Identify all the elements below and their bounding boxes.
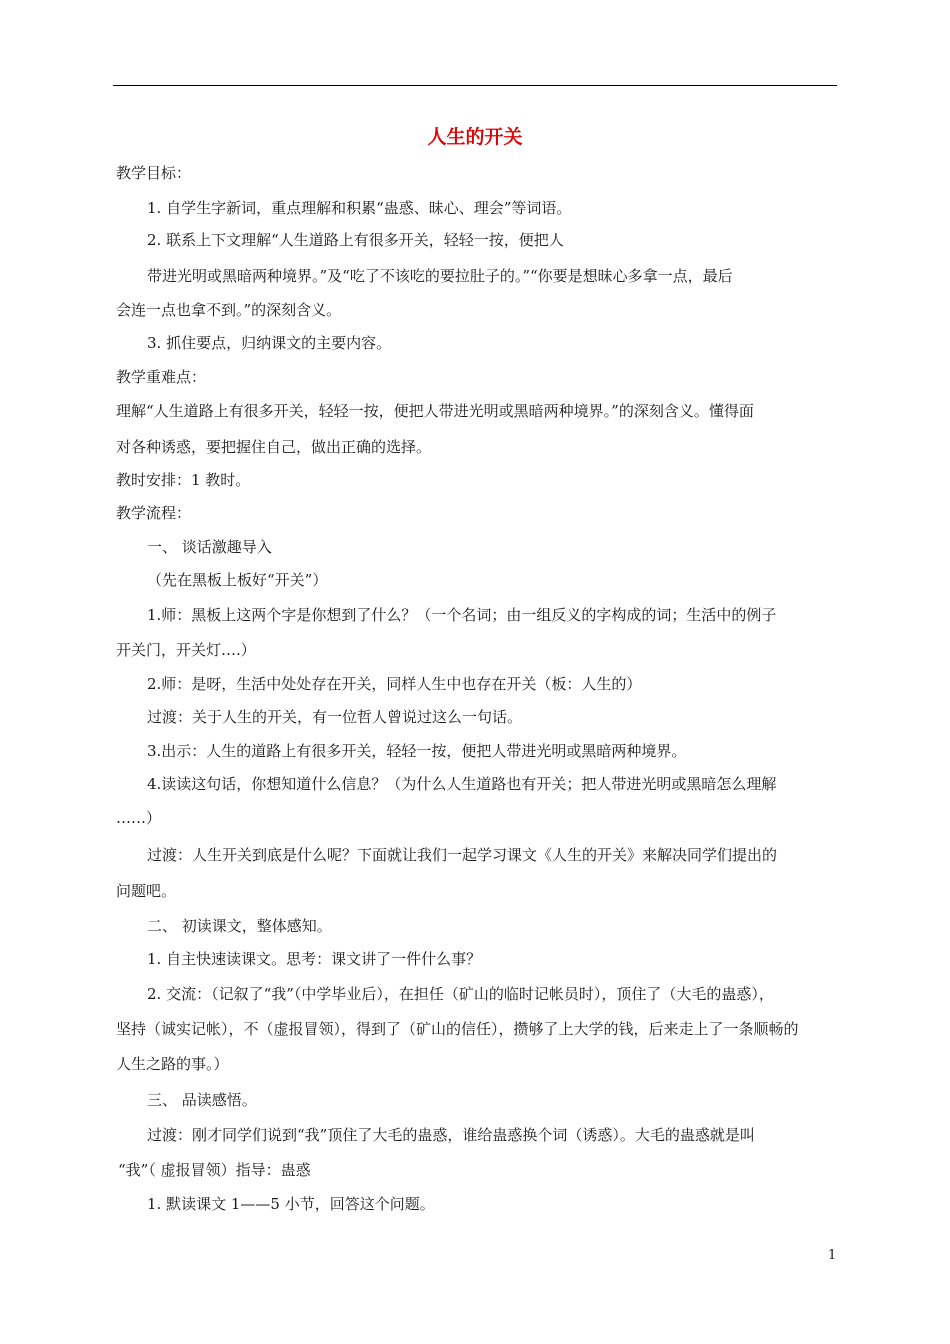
paragraph-line: 过渡：刚才同学们说到“我”顶住了大毛的蛊惑，谁给蛊惑换个词（诱惑）。大毛的蛊惑就是叫 (147, 1126, 755, 1144)
paragraph-line: 3. 抓住要点，归纳课文的主要内容。 (147, 334, 392, 352)
paragraph-line: （先在黑板上板好“开关”） (147, 571, 328, 589)
paragraph-line: 开关门，开关灯….） (116, 641, 256, 659)
header-rule (113, 85, 837, 86)
subsection-heading: 三、 品读感悟。 (147, 1091, 257, 1109)
paragraph-line: 1. 默读课文 1——5 小节，回答这个问题。 (147, 1195, 435, 1213)
paragraph-line: 对各种诱惑，要把握住自己，做出正确的选择。 (116, 438, 432, 456)
paragraph-line: 坚持（诚实记帐），不（虚报冒领），得到了（矿山的信任），攒够了上大学的钱，后来走上了一条顺畅的 (116, 1020, 799, 1038)
paragraph-line: 1.师：黑板上这两个字是你想到了什么？（一个名词；由一组反义的字构成的词；生活中的例子 (147, 606, 777, 624)
paragraph-line: 理解“人生道路上有很多开关，轻轻一按，便把人带进光明或黑暗两种境界。”的深刻含义。懂得面 (116, 402, 754, 420)
section-heading-key-points: 教学重难点： (116, 368, 207, 386)
section-heading-objectives: 教学目标： (116, 164, 192, 182)
paragraph-line: 3.出示：人生的道路上有很多开关，轻轻一按，便把人带进光明或黑暗两种境界。 (147, 742, 687, 760)
page-number: 1 (828, 1248, 837, 1263)
paragraph-line: 会连一点也拿不到。”的深刻含义。 (116, 301, 342, 319)
paragraph-line: 问题吧。 (116, 882, 177, 900)
section-heading-process: 教学流程： (116, 504, 192, 522)
paragraph-line: 2.师：是呀，生活中处处存在开关，同样人生中也存在开关（板：人生的） (147, 675, 642, 693)
paragraph-line: 带进光明或黑暗两种境界。”及“吃了不该吃的要拉肚子的。”“你要是想昧心多拿一点，最后 (147, 267, 733, 285)
paragraph-line: 4.读读这句话，你想知道什么信息？（为什么人生道路也有开关；把人带进光明或黑暗怎么理解 (147, 775, 777, 793)
paragraph-line: 过渡：关于人生的开关，有一位哲人曾说过这么一句话。 (147, 708, 523, 726)
paragraph-line: 过渡：人生开关到底是什么呢？下面就让我们一起学习课文《人生的开关》来解决同学们提出的 (147, 846, 778, 864)
document-title: 人生的开关 (427, 126, 523, 148)
paragraph-line: 2. 交流：（记叙了“我”（中学毕业后），在担任（矿山的临时记帐员时），顶住了（大毛的蛊惑）， (147, 985, 774, 1003)
paragraph-line: 人生之路的事。） (116, 1055, 229, 1073)
subsection-heading: 二、 初读课文，整体感知。 (147, 917, 332, 935)
paragraph-line: 1. 自学生字新词，重点理解和积累“蛊惑、昧心、理会”等词语。 (147, 199, 572, 217)
paragraph-line: 1. 自主快速读课文。思考：课文讲了一件什么事？ (147, 950, 482, 968)
paragraph-line: ……） (116, 809, 162, 827)
paragraph-line: “我”（ 虚报冒领）指导：蛊惑 (118, 1161, 311, 1179)
section-heading-schedule: 教时安排：1 教时。 (116, 471, 251, 489)
paragraph-line: 2. 联系上下文理解“人生道路上有很多开关，轻轻一按，便把人 (147, 231, 564, 249)
subsection-heading: 一、 谈话激趣导入 (147, 538, 272, 556)
